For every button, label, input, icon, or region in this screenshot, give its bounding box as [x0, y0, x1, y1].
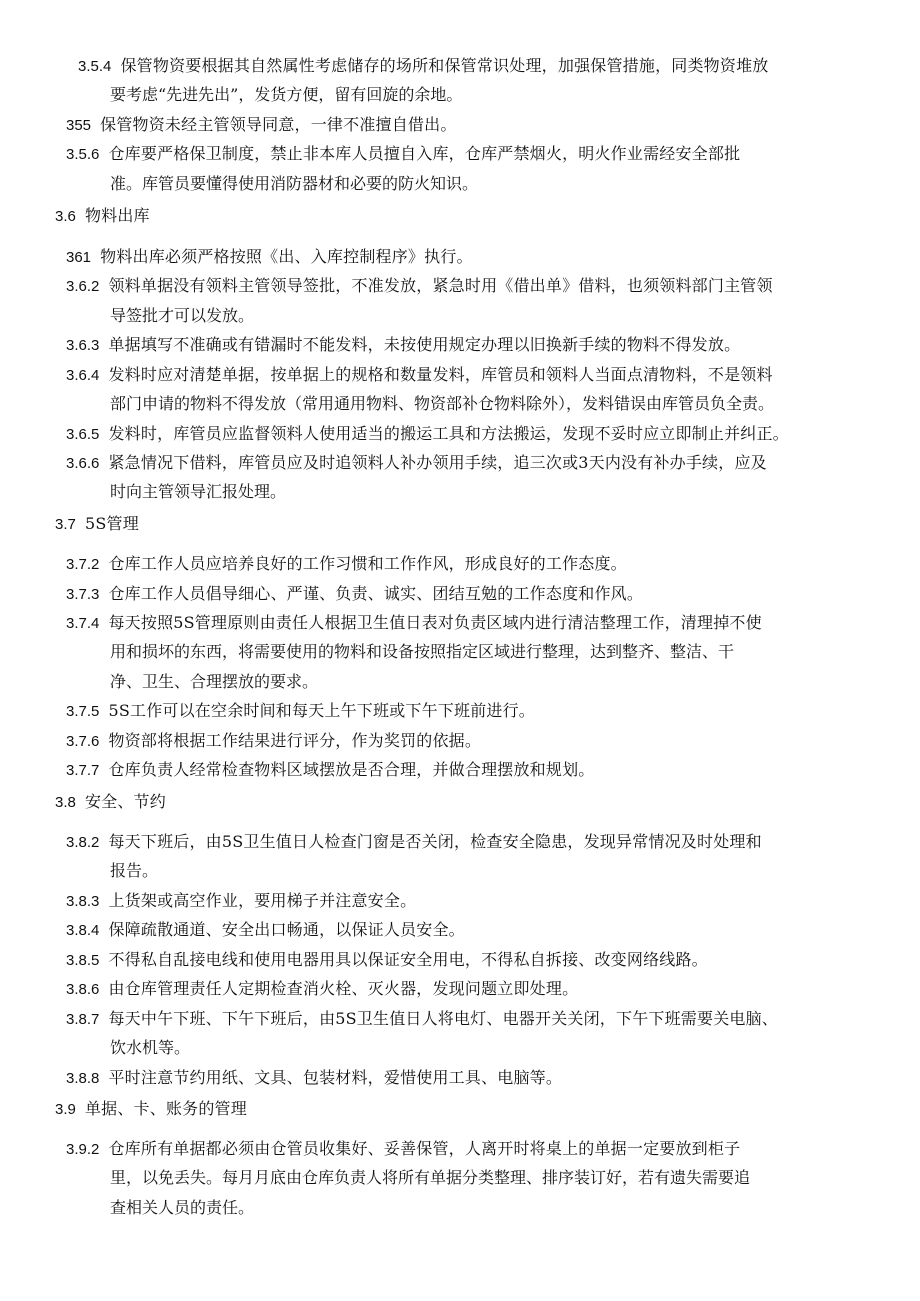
- clause-3-7-5: [66, 701, 535, 723]
- section-title: 5S管理: [84, 514, 139, 533]
- clause-number: 3.7.7: [66, 762, 100, 779]
- clause-text: 发料时，库管员应监督领料人使用适当的搬运工具和方法搬运，发现不妥时应立即制止并纠正。: [108, 424, 789, 443]
- clause-number: 3.6.5: [66, 426, 100, 443]
- clause-text: 每天按照5S管理原则由责任人根据卫生值日表对负责区域内进行清洁整理工作，清理掉不使: [108, 613, 762, 632]
- clause-number: 3.8.7: [66, 1011, 100, 1028]
- clause-3-6-4: [66, 365, 773, 387]
- clause-text: 物资部将根据工作结果进行评分，作为奖罚的依据。: [108, 731, 482, 750]
- clause-continuation: 部门申请的物料不得发放（常用通用物料、物资部补仓物料除外），发料错误由库管员负全责。: [110, 394, 775, 413]
- section-number: 3.7: [55, 516, 76, 533]
- clause-3-5-5: [66, 115, 457, 137]
- clause-text: 仓库工作人员应培养良好的工作习惯和工作作风，形成良好的工作态度。: [108, 554, 627, 573]
- clause-3-8-4: [66, 920, 465, 942]
- clause-3-7-3: [66, 584, 643, 606]
- clause-text: 保管物资未经主管领导同意，一律不准擅自借出。: [100, 115, 457, 134]
- clause-3-7-7: [66, 760, 594, 782]
- clause-text: 仓库工作人员倡导细心、严谨、负责、诚实、团结互勉的工作态度和作风。: [108, 584, 644, 603]
- section-number: 3.9: [55, 1101, 76, 1118]
- clause-continuation: 要考虑“先进先出”，发货方便，留有回旋的余地。: [110, 85, 463, 104]
- clause-text: 上货架或高空作业，要用梯子并注意安全。: [108, 891, 417, 910]
- clause-text: 不得私自乱接电线和使用电器用具以保证安全用电，不得私自拆接、改变网络线路。: [108, 950, 708, 969]
- clause-3-8-6: [66, 979, 578, 1001]
- clause-number: 3.7.6: [66, 733, 100, 750]
- section-number: 3.8: [55, 794, 76, 811]
- clause-3-7-4: [66, 613, 762, 635]
- clause-number: 3.6.6: [66, 455, 100, 472]
- section-heading-3-6: [55, 206, 150, 228]
- clause-text: 紧急情况下借料，库管员应及时追领料人补办领用手续，追三次或3天内没有补办手续，应及: [108, 453, 767, 472]
- clause-number: 3.5.6: [66, 146, 100, 163]
- clause-number: 355: [66, 117, 92, 134]
- clause-continuation: 准。库管员要懂得使用消防器材和必要的防火知识。: [110, 174, 479, 193]
- clause-number: 3.6.2: [66, 278, 100, 295]
- clause-text: 平时注意节约用纸、文具、包装材料，爱惜使用工具、电脑等。: [108, 1068, 563, 1087]
- section-heading-3-8: [55, 792, 166, 814]
- clause-continuation: 查相关人员的责任。: [110, 1198, 255, 1217]
- clause-continuation: 饮水机等。: [110, 1038, 191, 1057]
- clause-3-8-2: [66, 832, 762, 854]
- clause-number: 361: [66, 249, 92, 266]
- clause-number: 3.7.3: [66, 586, 100, 603]
- clause-3-7-6: [66, 731, 481, 753]
- clause-text: 仓库要严格保卫制度，禁止非本库人员擅自入库，仓库严禁烟火，明火作业需经安全部批: [108, 144, 741, 163]
- clause-3-9-2: [66, 1139, 740, 1161]
- clause-continuation: 导签批才可以发放。: [110, 306, 255, 325]
- clause-number: 3.8.3: [66, 893, 100, 910]
- clause-continuation: 里，以免丢失。每月月底由仓库负责人将所有单据分类整理、排序装订好，若有遗失需要追: [110, 1168, 751, 1187]
- clause-text: 单据填写不准确或有错漏时不能发料，未按使用规定办理以旧换新手续的物料不得发放。: [108, 335, 741, 354]
- clause-continuation: 报告。: [110, 861, 159, 880]
- clause-3-6-3: [66, 335, 740, 357]
- clause-number: 3.8.8: [66, 1070, 100, 1087]
- section-heading-3-9: [55, 1099, 247, 1121]
- clause-text: 保管物资要根据其自然属性考虑储存的场所和保管常识处理，加强保管措施，同类物资堆放: [120, 56, 769, 75]
- clause-3-6-6: [66, 453, 767, 475]
- clause-3-5-6: [66, 144, 740, 166]
- clause-number: 3.7.2: [66, 556, 100, 573]
- clause-number: 3.6.3: [66, 337, 100, 354]
- section-title: 单据、卡、账务的管理: [84, 1099, 247, 1118]
- section-number: 3.6: [55, 208, 76, 225]
- clause-text: 仓库负责人经常检查物料区域摆放是否合理，并做合理摆放和规划。: [108, 760, 595, 779]
- clause-number: 3.9.2: [66, 1141, 100, 1158]
- clause-text: 物料出库必须严格按照《出、入库控制程序》执行。: [100, 247, 473, 266]
- clause-3-8-7: [66, 1009, 778, 1031]
- clause-text: 仓库所有单据都必须由仓管员收集好、妥善保管，人离开时将桌上的单据一定要放到柜子: [108, 1139, 741, 1158]
- clause-number: 3.8.2: [66, 834, 100, 851]
- clause-text: 每天下班后，由5S卫生值日人检查门窗是否关闭，检查安全隐患，发现异常情况及时处理和: [108, 832, 762, 851]
- clause-number: 3.6.4: [66, 367, 100, 384]
- clause-number: 3.5.4: [78, 58, 112, 75]
- clause-3-6-2: [66, 276, 773, 298]
- clause-number: 3.8.6: [66, 981, 100, 998]
- clause-text: 每天中午下班、下午下班后，由5S卫生值日人将电灯、电器开关关闭，下午下班需要关电脑、: [108, 1009, 779, 1028]
- clause-3-5-4: [78, 56, 768, 78]
- section-title: 物料出库: [84, 206, 150, 225]
- clause-text: 5S工作可以在空余时间和每天上午下班或下午下班前进行。: [108, 701, 536, 720]
- clause-number: 3.7.5: [66, 703, 100, 720]
- clause-text: 领料单据没有领料主管领导签批，不准发放，紧急时用《借出单》借料，也须领料部门主管领: [108, 276, 773, 295]
- clause-continuation: 净、卫生、合理摆放的要求。: [110, 672, 319, 691]
- clause-3-7-2: [66, 554, 627, 576]
- clause-continuation: 时向主管领导汇报处理。: [110, 482, 287, 501]
- clause-text: 保障疏散通道、安全出口畅通，以保证人员安全。: [108, 920, 465, 939]
- clause-continuation: 用和损坏的东西，将需要使用的物料和设备按照指定区域进行整理，达到整齐、整洁、干: [110, 642, 735, 661]
- clause-3-8-3: [66, 891, 416, 913]
- clause-number: 3.8.4: [66, 922, 100, 939]
- clause-number: 3.8.5: [66, 952, 100, 969]
- clause-3-6-1: [66, 247, 473, 269]
- clause-number: 3.7.4: [66, 615, 100, 632]
- clause-text: 由仓库管理责任人定期检查消火栓、灭火器，发现问题立即处理。: [108, 979, 579, 998]
- section-title: 安全、节约: [84, 792, 166, 811]
- section-heading-3-7: [55, 514, 139, 536]
- clause-text: 发料时应对清楚单据，按单据上的规格和数量发料，库管员和领料人当面点清物料，不是领料: [108, 365, 773, 384]
- clause-3-8-8: [66, 1068, 562, 1090]
- clause-3-8-5: [66, 950, 708, 972]
- clause-3-6-5: [66, 424, 789, 446]
